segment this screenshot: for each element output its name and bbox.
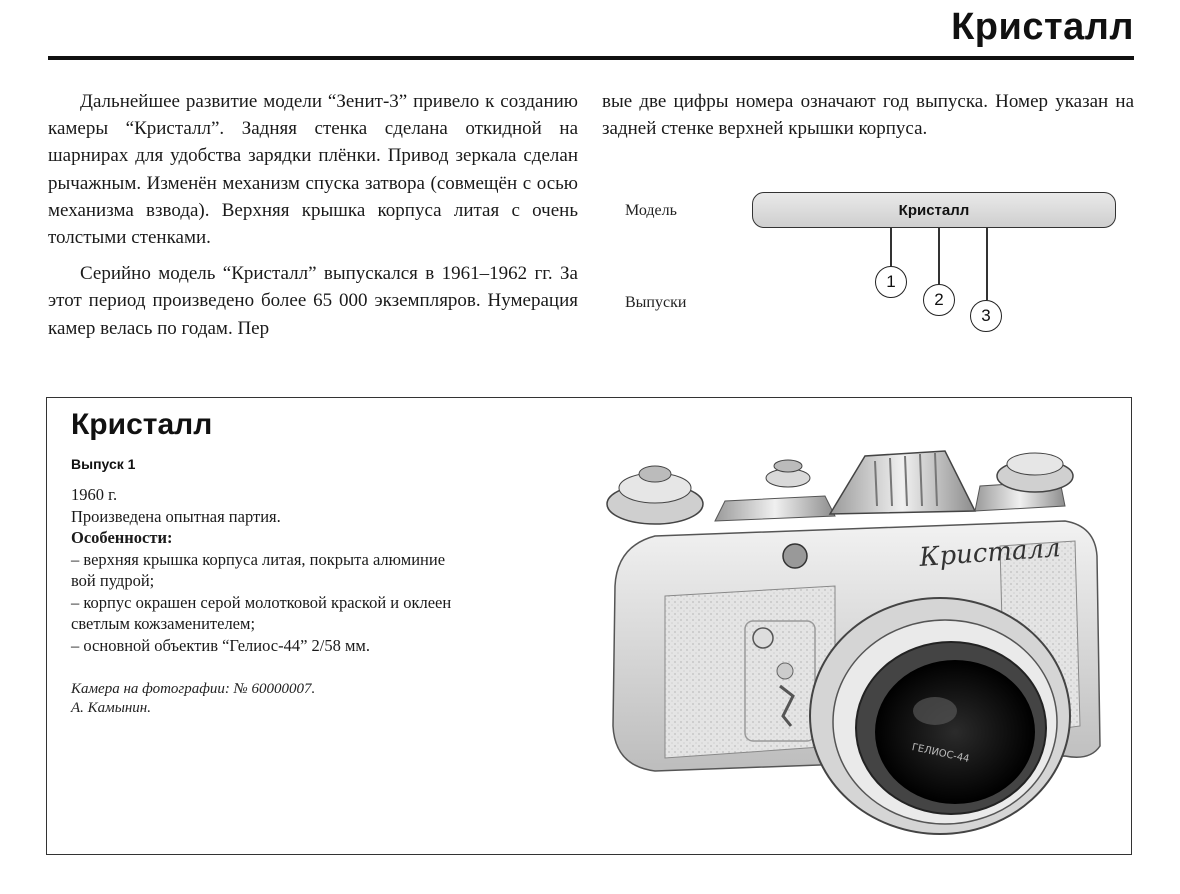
body-line: светлым кожзаменителем; xyxy=(71,614,256,633)
body-line: 1960 г. xyxy=(71,485,118,504)
lens-marking: ГЕЛИОС-44 xyxy=(910,742,971,766)
title-rule xyxy=(48,56,1134,60)
article-left-column xyxy=(48,88,578,342)
body-line: вой пудрой; xyxy=(71,571,155,590)
caption-line: Камера на фотографии: № 60000007. xyxy=(71,681,316,697)
article-paragraph: Серийно модель “Кристалл” выпускался в 1961–1962 гг. За этот период произведено более 65 000 экземпляров. Нумерация камер велась по годам. Пер xyxy=(48,263,578,339)
caption-line: А. Камынин. xyxy=(71,700,151,716)
photo-caption xyxy=(71,680,561,718)
nameplate-text: Кристалл xyxy=(918,533,1062,573)
body-line: Произведена опытная партия. xyxy=(71,506,281,526)
model-issue-diagram xyxy=(600,180,1140,340)
issues-label: Выпуски xyxy=(625,294,687,311)
card-title: Кристалл xyxy=(71,408,213,441)
model-name-pill: Кристалл xyxy=(752,192,1116,228)
card-body xyxy=(71,484,561,656)
body-line: – корпус окрашен серой молотковой краской и оклеен xyxy=(71,592,452,612)
issue-marker-3: 3 xyxy=(970,300,1002,332)
body-line: – верхняя крышка корпуса литая, покрыта алюминие xyxy=(71,549,446,569)
lens xyxy=(810,598,1070,834)
model-label: Модель xyxy=(625,202,677,219)
issue-marker-1: 1 xyxy=(875,266,907,298)
article-paragraph: вые две цифры номера означают год выпуска. Номер указан на задней стенке верхней крышки корпуса. xyxy=(602,91,1134,140)
article-right-column xyxy=(602,88,1134,142)
leader-line-1 xyxy=(890,228,892,266)
leader-line-2 xyxy=(938,228,940,284)
body-line: – основной объектив “Гелиос-44” 2/58 мм. xyxy=(71,635,370,655)
features-heading: Особенности: xyxy=(71,528,173,547)
camera-photo xyxy=(595,426,1115,844)
article-paragraph: Дальнейшее развитие модели “Зенит-3” привело к созданию камеры “Кристалл”. Задняя стенка сделана откидной на шарнирах для удобства зарядки плёнки. Привод зеркала сделан рычажным. Изменён механизм спуска затвора (совмещён с осью механизма взвода). Верхняя крышка корпуса литая с очень толстыми стенками. xyxy=(48,91,578,249)
card-subtitle: Выпуск 1 xyxy=(71,456,136,472)
leader-line-3 xyxy=(986,228,988,300)
issue-marker-2: 2 xyxy=(923,284,955,316)
model-info-card xyxy=(46,397,1132,855)
page-title: Кристалл xyxy=(951,6,1134,48)
